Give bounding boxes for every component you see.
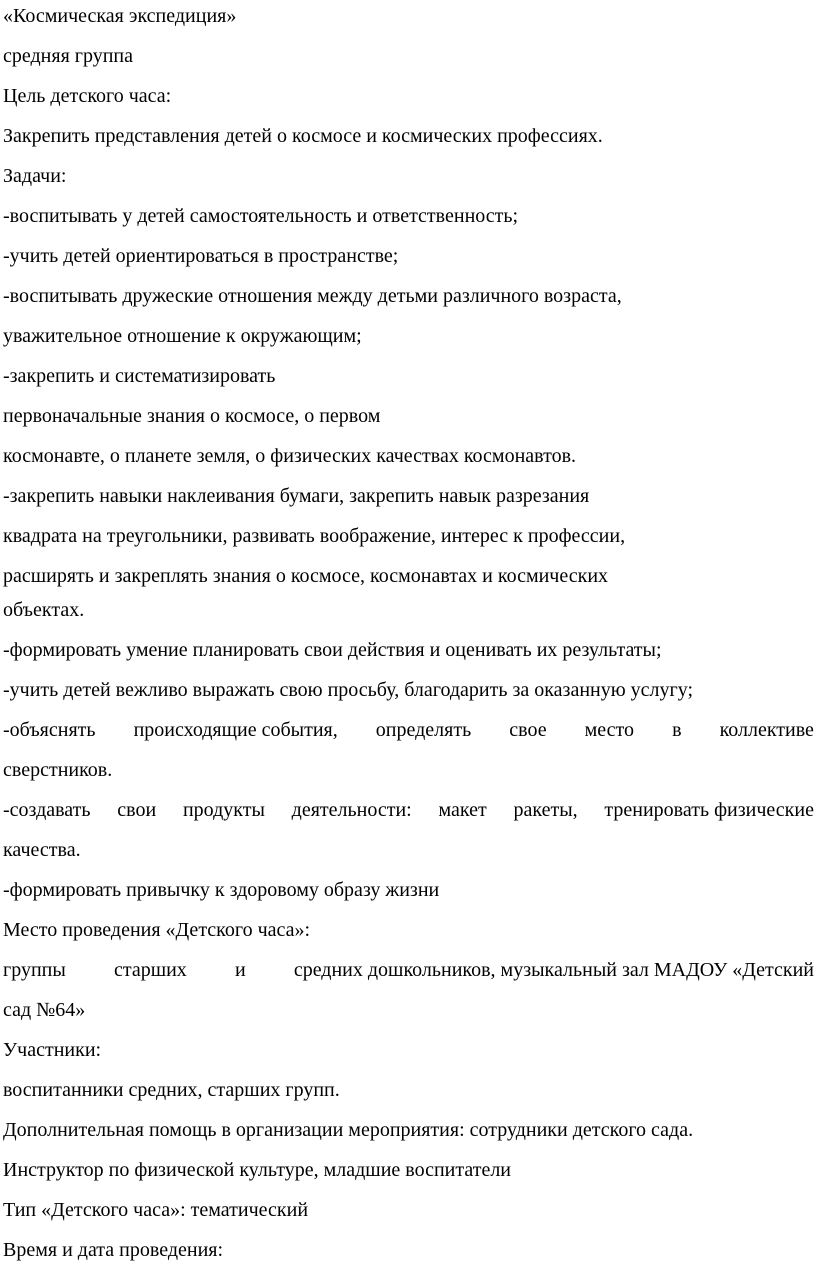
time-heading: Время и дата проведения:	[3, 1239, 224, 1261]
task-word: -объяснять	[3, 719, 96, 741]
task-item-continuation: космонавте, о планете земля, о физических качествах космонавтов.	[3, 445, 577, 467]
participants-heading: Участники:	[3, 1039, 102, 1061]
task-word: деятельности:	[291, 799, 412, 821]
task-word: определять	[375, 719, 472, 741]
place-text-justified	[3, 958, 814, 982]
task-item-continuation: качества.	[3, 839, 81, 861]
task-word: макет	[438, 799, 487, 821]
task-item-continuation: объектах.	[3, 599, 85, 621]
task-item-continuation: уважительное отношение к окружающим;	[3, 325, 362, 347]
task-item: -воспитывать у детей самостоятельность и ответственность;	[3, 205, 519, 227]
task-item-justified	[3, 718, 814, 742]
help-text: Дополнительная помощь в организации мероприятия: сотрудники детского сада.	[3, 1119, 694, 1141]
task-item: -учить детей ориентироваться в пространстве;	[3, 245, 399, 267]
task-item-continuation: первоначальные знания о космосе, о первом	[3, 405, 381, 427]
place-heading: Место проведения «Детского часа»:	[3, 919, 311, 941]
task-word: тренировать физические	[604, 799, 814, 821]
task-item: -учить детей вежливо выражать свою просьбу, благодарить за оказанную услугу;	[3, 679, 694, 701]
task-word: происходящие события,	[133, 719, 338, 741]
group-label: средняя группа	[3, 45, 133, 67]
task-word: место	[584, 719, 635, 741]
task-item: -формировать привычку к здоровому образу жизни	[3, 879, 440, 901]
goal-heading: Цель детского часа:	[3, 85, 172, 107]
tasks-heading: Задачи:	[3, 165, 67, 187]
place-text-continuation: сад №64»	[3, 999, 86, 1021]
place-word: и	[234, 959, 246, 981]
place-word: группы	[3, 959, 66, 981]
task-word: свое	[509, 719, 547, 741]
goal-text: Закрепить представления детей о космосе и космических профессиях.	[3, 125, 603, 147]
document-title: «Космическая экспедиция»	[3, 5, 237, 27]
task-item: -закрепить навыки наклеивания бумаги, закрепить навык разрезания	[3, 485, 590, 507]
place-word: старших	[113, 959, 187, 981]
task-word: коллективе	[719, 719, 814, 741]
task-word: свои	[117, 799, 157, 821]
task-word: -создавать	[3, 799, 91, 821]
task-word: в	[672, 719, 682, 741]
task-item-continuation: сверстников.	[3, 759, 113, 781]
task-word: продукты	[182, 799, 265, 821]
task-item: -закрепить и систематизировать	[3, 365, 276, 387]
place-word: средних дошкольников, музыкальный зал МАДОУ «Детский	[293, 959, 814, 981]
task-word: ракеты,	[513, 799, 578, 821]
type-text: Тип «Детского часа»: тематический	[3, 1199, 309, 1221]
task-item-continuation: расширять и закреплять знания о космосе, космонавтах и космических	[3, 565, 609, 587]
task-item: -воспитывать дружеские отношения между детьми различного возраста,	[3, 285, 622, 307]
task-item-continuation: квадрата на треугольники, развивать воображение, интерес к профессии,	[3, 525, 626, 547]
task-item: -формировать умение планировать свои действия и оценивать их результаты;	[3, 639, 662, 661]
help-text-continuation: Инструктор по физической культуре, младшие воспитатели	[3, 1159, 512, 1181]
task-item-justified	[3, 798, 814, 822]
participants-text: воспитанники средних, старших групп.	[3, 1079, 340, 1101]
